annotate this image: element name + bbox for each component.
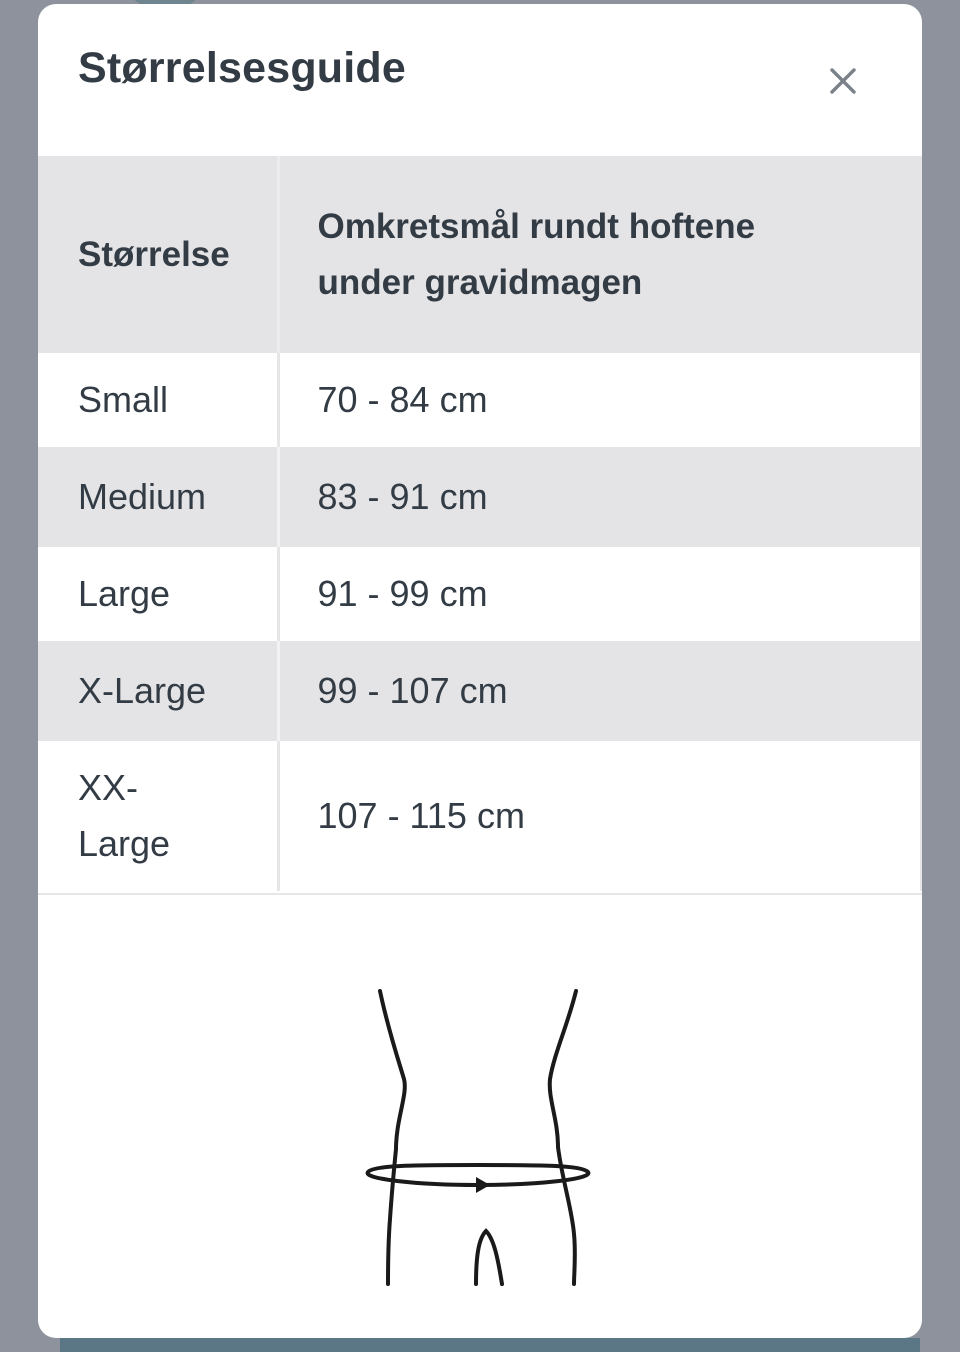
table-row [38, 741, 921, 891]
measure-cell: 91 - 99 cm [278, 547, 921, 641]
background-strip [60, 1338, 920, 1352]
close-icon [818, 56, 868, 106]
table-row [38, 641, 921, 741]
table-divider [38, 893, 922, 895]
size-table [38, 156, 922, 891]
size-cell: X-Large [38, 641, 278, 741]
size-cell: XX-Large [38, 741, 278, 891]
measure-cell: 83 - 91 cm [278, 447, 921, 547]
size-cell: Small [38, 353, 278, 447]
header-measurement: Omkretsmål rundt hoftene under gravidmagen [278, 156, 921, 353]
measure-cell: 70 - 84 cm [278, 353, 921, 447]
size-cell: Medium [38, 447, 278, 547]
size-cell: Large [38, 547, 278, 641]
close-button[interactable] [818, 56, 868, 106]
header-size: Størrelse [38, 156, 278, 353]
modal-title: Størrelsesguide [78, 44, 406, 92]
modal-header [38, 4, 922, 156]
measure-cell: 99 - 107 cm [278, 641, 921, 741]
hip-measurement-illustration [358, 989, 598, 1289]
table-row [38, 447, 921, 547]
table-row [38, 353, 921, 447]
measure-cell: 107 - 115 cm [278, 741, 921, 891]
table-row [38, 547, 921, 641]
table-header-row [38, 156, 921, 353]
size-guide-modal [38, 4, 922, 1338]
